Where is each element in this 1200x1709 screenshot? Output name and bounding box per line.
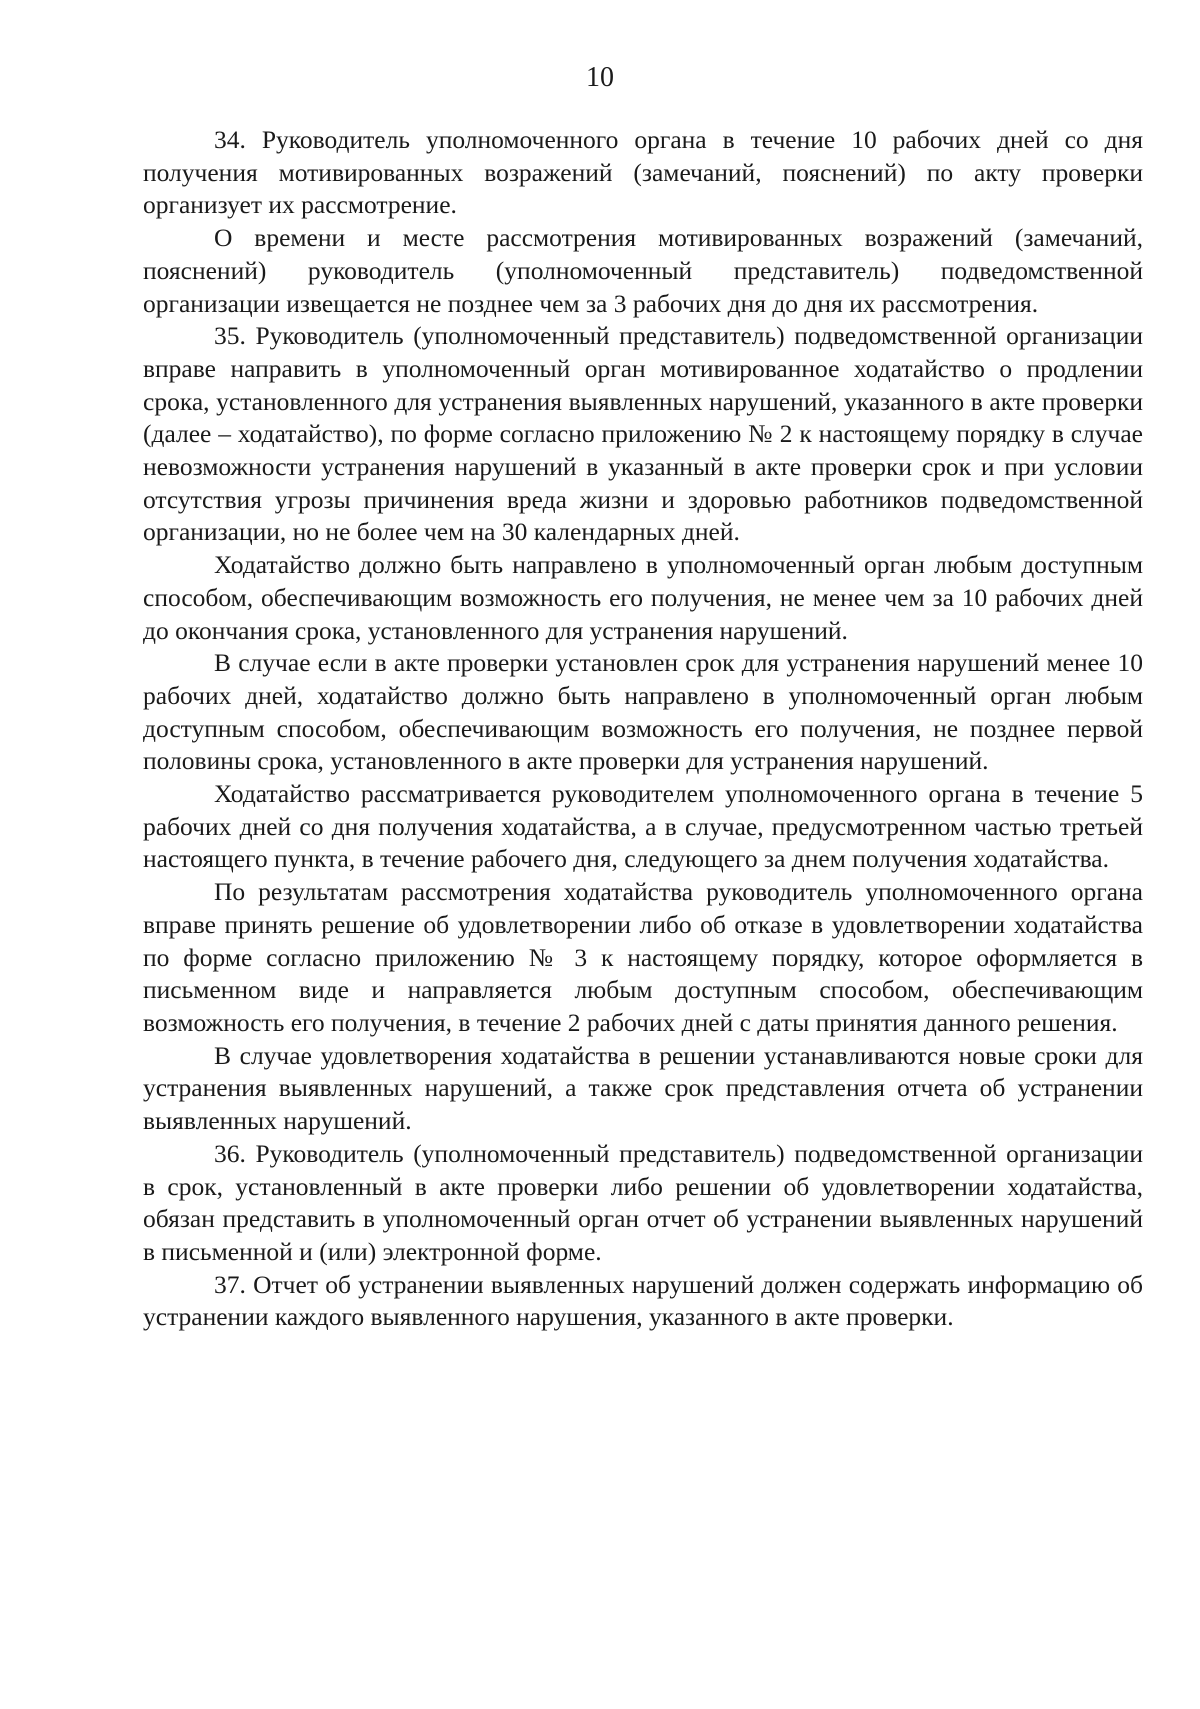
paragraph-34: 34. Руководитель уполномоченного органа в течение 10 рабочих дней со дня получения мотивированных возражений (замечаний, пояснений) по акту проверки организует их рассмотрение. xyxy=(143,125,1143,220)
paragraph-35: 35. Руководитель (уполномоченный представитель) подведомственной организации вправе направить в уполномоченный орган мотивированное ходатайство о продлении срока, установленного для устранения выявленных нарушений, указанного в акте проверки (далее – ходатайство), по форме согласно приложению № 2 к настоящему порядку в случае невозможности устранения нарушений в указанный в акте проверки срок и при условии отсутствия угрозы причинения вреда жизни и здоровью работников подведомственной организации, но не более чем на 30 календарных дней. xyxy=(143,321,1143,547)
paragraph-35-new-deadlines: В случае удовлетворения ходатайства в решении устанавливаются новые сроки для устранения выявленных нарушений, а также срок представления отчета об устранении выявленных нарушений. xyxy=(143,1040,1143,1136)
paragraph-35-submission: Ходатайство должно быть направлено в уполномоченный орган любым доступным способом, обеспечивающим возможность его получения, не менее чем за 10 рабочих дней до окончания срока, установленного для устранения нарушений. xyxy=(143,550,1143,645)
paragraph-34-notice: О времени и месте рассмотрения мотивированных возражений (замечаний, пояснений) руководитель (уполномоченный представитель) подведомственной организации извещается не позднее чем за 3 рабочих дня до дня их рассмотрения. xyxy=(143,223,1143,318)
document-body xyxy=(143,124,1143,1334)
paragraph-35-review: Ходатайство рассматривается руководителем уполномоченного органа в течение 5 рабочих дней со дня получения ходатайства, а в случае, предусмотренном частью третьей настоящего пункта, в течение рабочего дня, следующего за днем получения ходатайства. xyxy=(143,779,1143,874)
paragraph-36: 36. Руководитель (уполномоченный представитель) подведомственной организации в срок, установленный в акте проверки либо решении об удовлетворении ходатайства, обязан представить в уполномоченный орган отчет об устранении выявленных нарушений в письменной и (или) электронной форме. xyxy=(143,1138,1143,1266)
paragraph-35-decision: По результатам рассмотрения ходатайства руководитель уполномоченного органа вправе принять решение об удовлетворении либо об отказе в удовлетворении ходатайства по форме согласно приложению № 3 к настоящему порядку, которое оформляется в письменном виде и направляется любым доступным способом, обеспечивающим возможность его получения, в течение 2 рабочих дней с даты принятия данного решения. xyxy=(143,877,1143,1037)
paragraph-37: 37. Отчет об устранении выявленных нарушений должен содержать информацию об устранении каждого выявленного нарушения, указанного в акте проверки. xyxy=(143,1269,1143,1332)
page-number: 10 xyxy=(586,62,614,93)
paragraph-35-short-term: В случае если в акте проверки установлен срок для устранения нарушений менее 10 рабочих дней, ходатайство должно быть направлено в уполномоченный орган любым доступным способом, обеспечивающим возможность его получения, не позднее первой половины срока, установленного в акте проверки для устранения нарушений. xyxy=(143,648,1143,776)
